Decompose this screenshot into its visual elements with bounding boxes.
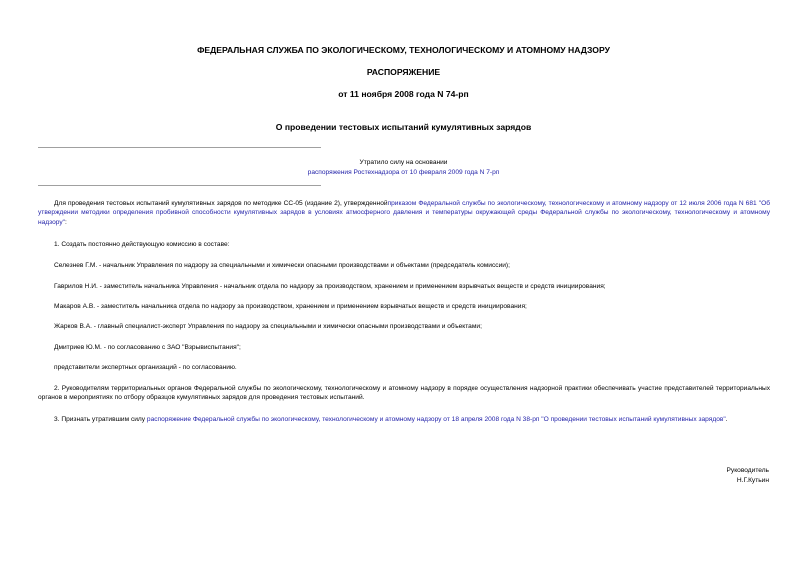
intro-paragraph: [38, 199, 770, 227]
agency-title: ФЕДЕРАЛЬНАЯ СЛУЖБА ПО ЭКОЛОГИЧЕСКОМУ, ТЕХНОЛОГИЧЕСКОМУ И АТОМНОМУ НАДЗОРУ: [197, 45, 610, 55]
item-2: 2. Руководителям территориальных органов Федеральной службы по экологическому, технологическому и атомному надзору в порядке осуществления надзорной практики обеспечивать участие представителей территориальных органов в мероприятиях по отбору образцов кумулятивных зарядов для проведения тестовых испытаний.: [38, 385, 770, 402]
intro-end: :: [65, 218, 67, 226]
lost-force-note: Утратило силу на основании: [359, 159, 448, 166]
signatory-name: Н.Г.Кутьин: [736, 477, 769, 484]
document-subject: О проведении тестовых испытаний кумулятивных зарядов: [275, 122, 532, 132]
lost-force-basis-link[interactable]: [0, 168, 807, 177]
signatory-title: Руководитель: [726, 467, 769, 474]
member-item: Гаврилов Н.И. - заместитель начальника Управления - начальник отдела по надзору за производством, хранением и применением взрывчатых веществ и средств инициирования;: [54, 283, 606, 290]
member-item: Макаров А.В. - заместитель начальника отдела по надзору за производством, хранением и применением взрывчатых веществ и средств инициирования;: [54, 303, 527, 310]
item-3-end: .: [725, 416, 728, 423]
member-item: Дмитриев Ю.М. - по согласованию с ЗАО "Взрывиспытания";: [54, 344, 241, 351]
item-1: 1. Создать постоянно действующую комиссию в составе:: [54, 241, 230, 248]
document-date-number: от 11 ноября 2008 года N 74-рп: [338, 89, 469, 99]
item-3: [38, 415, 770, 424]
order-38-link[interactable]: распоряжение Федеральной службы по экологическому, технологическому и атомному надзору от 18 апреля 2008 года N 38-рп "О проведении тестовых испытаний кумулятивных зарядов": [146, 416, 726, 423]
order-681-link[interactable]: приказом Федеральной службы по экологическому, технологическому и атомному надзору от 12 июля 2006 года N 681 "Об утверждении методики определения пробивной способности кумулятивных зарядов в условиях атмосферного давления и температуры окружающей среды Федеральной службы по экологическому, технологическому и атомному надзору": [38, 200, 770, 226]
divider-top: [38, 147, 321, 148]
member-item: Селезнев Г.М. - начальник Управления по надзору за специальными и химически опасными производствами и объектами (председатель комиссии);: [54, 262, 510, 269]
item-3-text: 3. Признать утратившим силу: [54, 416, 146, 423]
document-type: РАСПОРЯЖЕНИЕ: [366, 67, 441, 77]
intro-text: Для проведения тестовых испытаний кумулятивных зарядов по методике СС-05 (издание 2), утвержденной: [54, 200, 388, 207]
member-item: Жарков В.А. - главный специалист-эксперт Управления по надзору за специальными и химически опасными производствами и объектами;: [54, 323, 482, 330]
basis-link[interactable]: распоряжения Ростехнадзора от 10 февраля 2009 года N 7-рп: [307, 169, 500, 176]
divider-bottom: [38, 185, 321, 186]
member-item: представители экспертных организаций - по согласованию.: [54, 364, 237, 371]
